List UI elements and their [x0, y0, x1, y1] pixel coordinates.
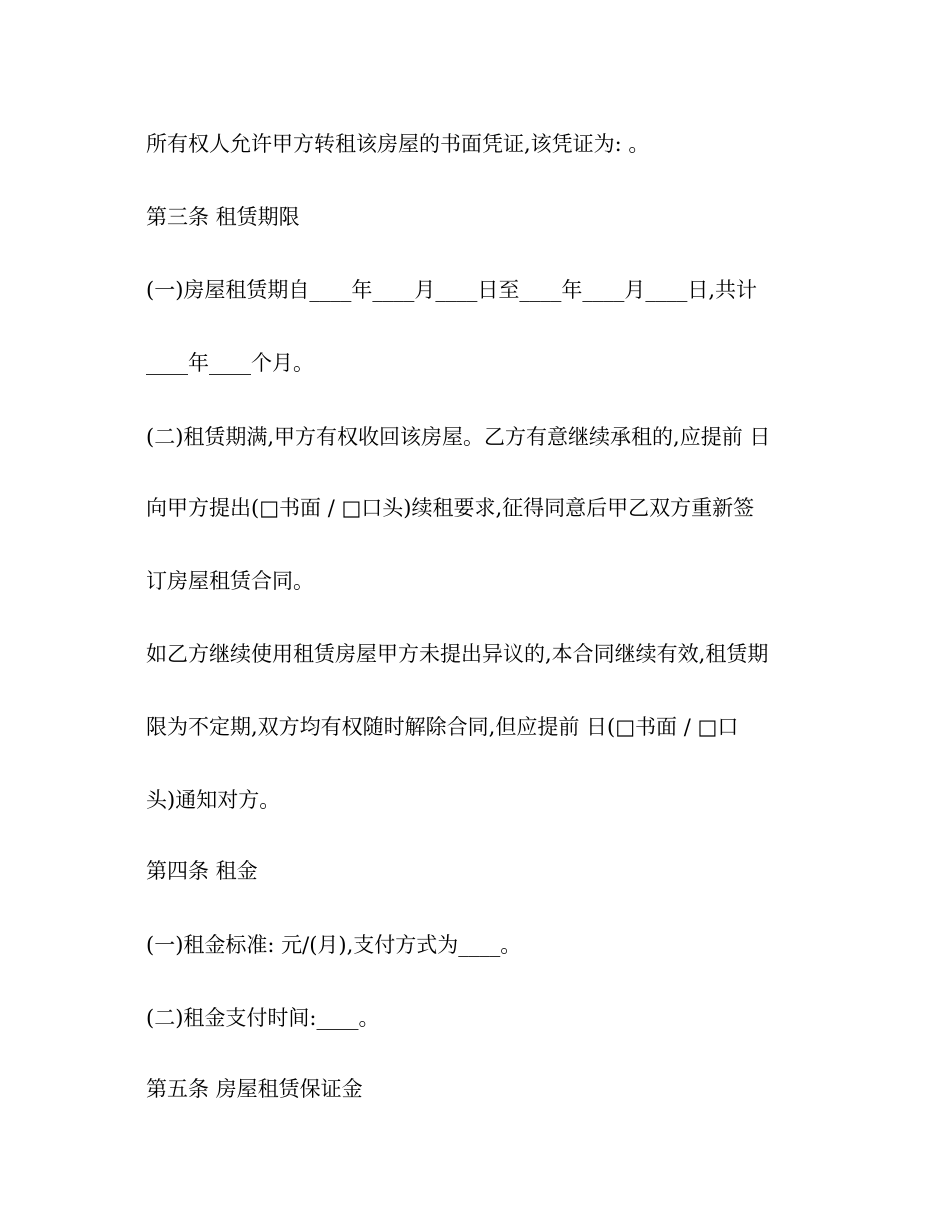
rent-standard-line: (一)租金标准: 元/(月),支付方式为____。 — [146, 933, 522, 957]
lease-term-line-1: (一)房屋租赁期自____年____月____日至____年____月____日,共计 — [146, 278, 758, 302]
lease-expiry-line-3: 订房屋租赁合同。 — [146, 569, 314, 593]
sublease-proof-line: 所有权人允许甲方转租该房屋的书面凭证,该凭证为: 。 — [146, 132, 650, 156]
rent-payment-time-line: (二)租金支付时间:____。 — [146, 1006, 380, 1030]
article-five-heading: 第五条 房屋租赁保证金 — [146, 1077, 363, 1101]
continued-use-line-2: 限为不定期,双方均有权随时解除合同,但应提前 日(□书面 / □口 — [146, 715, 739, 739]
article-four-heading: 第四条 租金 — [146, 859, 258, 883]
article-three-heading: 第三条 租赁期限 — [146, 205, 300, 229]
lease-term-line-2: ____年____个月。 — [146, 351, 314, 375]
lease-expiry-line-1: (二)租赁期满,甲方有权收回该房屋。乙方有意继续承租的,应提前 日 — [146, 425, 771, 449]
continued-use-line-3: 头)通知对方。 — [146, 788, 281, 812]
continued-use-line-1: 如乙方继续使用租赁房屋甲方未提出异议的,本合同继续有效,租赁期 — [146, 642, 769, 666]
lease-expiry-line-2: 向甲方提出(□书面 / □口头)续租要求,征得同意后甲乙双方重新签 — [146, 496, 755, 520]
